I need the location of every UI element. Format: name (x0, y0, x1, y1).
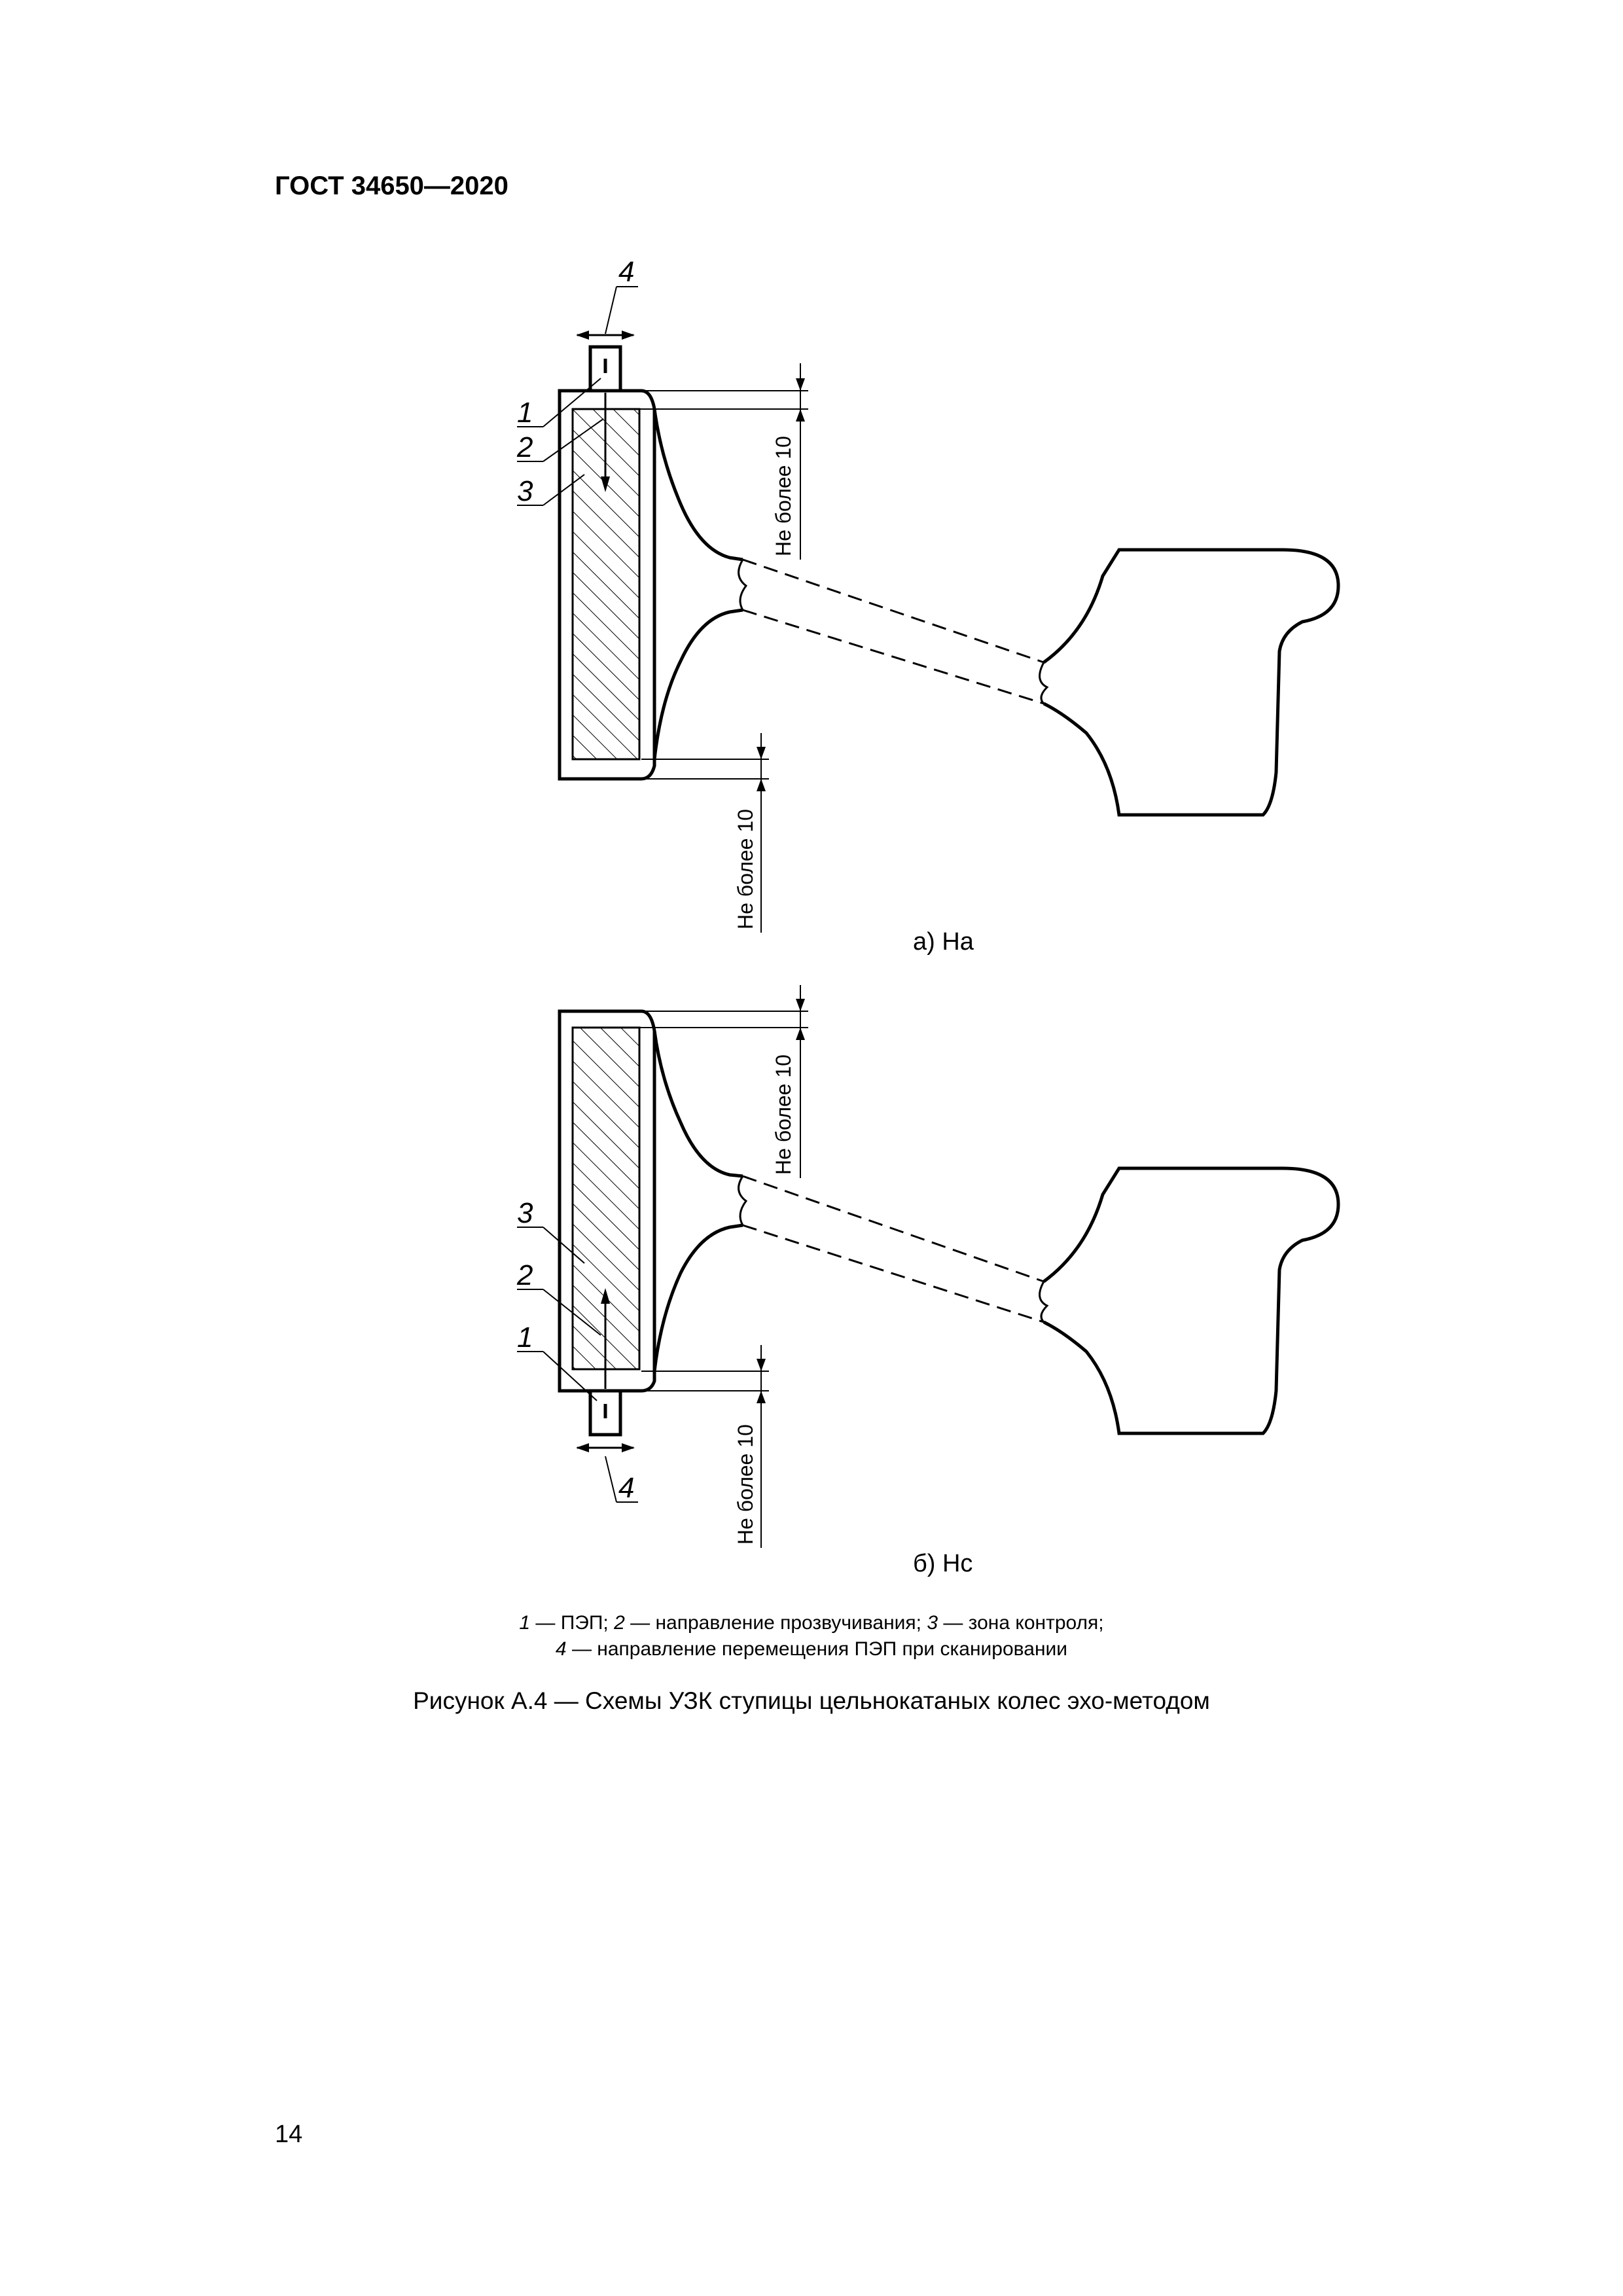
legend-num-1: 1 (519, 1612, 531, 1634)
legend-text-2: — направление прозвучивания; (624, 1612, 927, 1634)
callout-a-3: 3 (517, 475, 533, 507)
figure-legend-line-1 (0, 1610, 1623, 1636)
callout-a-1: 1 (517, 397, 533, 429)
page-number: 14 (275, 2121, 303, 2148)
subfigure-caption-a: а) На (913, 928, 974, 956)
diagram-b (517, 985, 1338, 1548)
subfigure-caption-b: б) Нс (913, 1550, 973, 1577)
callout-a-2: 2 (517, 431, 533, 463)
legend-num-4: 4 (555, 1638, 567, 1660)
dim-label-b-bottom: Не более 10 (734, 1424, 757, 1545)
diagram-a (517, 287, 1338, 933)
figure-title: Рисунок А.4 — Схемы УЗК ступицы цельнокатаных колес эхо-методом (413, 1687, 1210, 1714)
callout-b-2: 2 (517, 1259, 533, 1291)
callout-a-4: 4 (618, 256, 635, 288)
legend-text-4: — направление перемещения ПЭП при сканировании (566, 1638, 1068, 1660)
callout-b-3: 3 (517, 1197, 533, 1229)
document-header: ГОСТ 34650—2020 (275, 171, 508, 200)
legend-num-2: 2 (614, 1612, 625, 1634)
figure-legend-line-2 (0, 1636, 1623, 1662)
callout-b-4: 4 (618, 1472, 635, 1504)
legend-num-3: 3 (927, 1612, 938, 1634)
dim-label-a-bottom: Не более 10 (734, 809, 757, 929)
dim-label-a-top: Не более 10 (772, 436, 795, 556)
callout-b-1: 1 (517, 1321, 533, 1354)
dim-label-b-top: Не более 10 (772, 1054, 795, 1175)
legend-text-1: — ПЭП; (530, 1612, 615, 1634)
legend-text-3: — зона контроля; (938, 1612, 1104, 1634)
